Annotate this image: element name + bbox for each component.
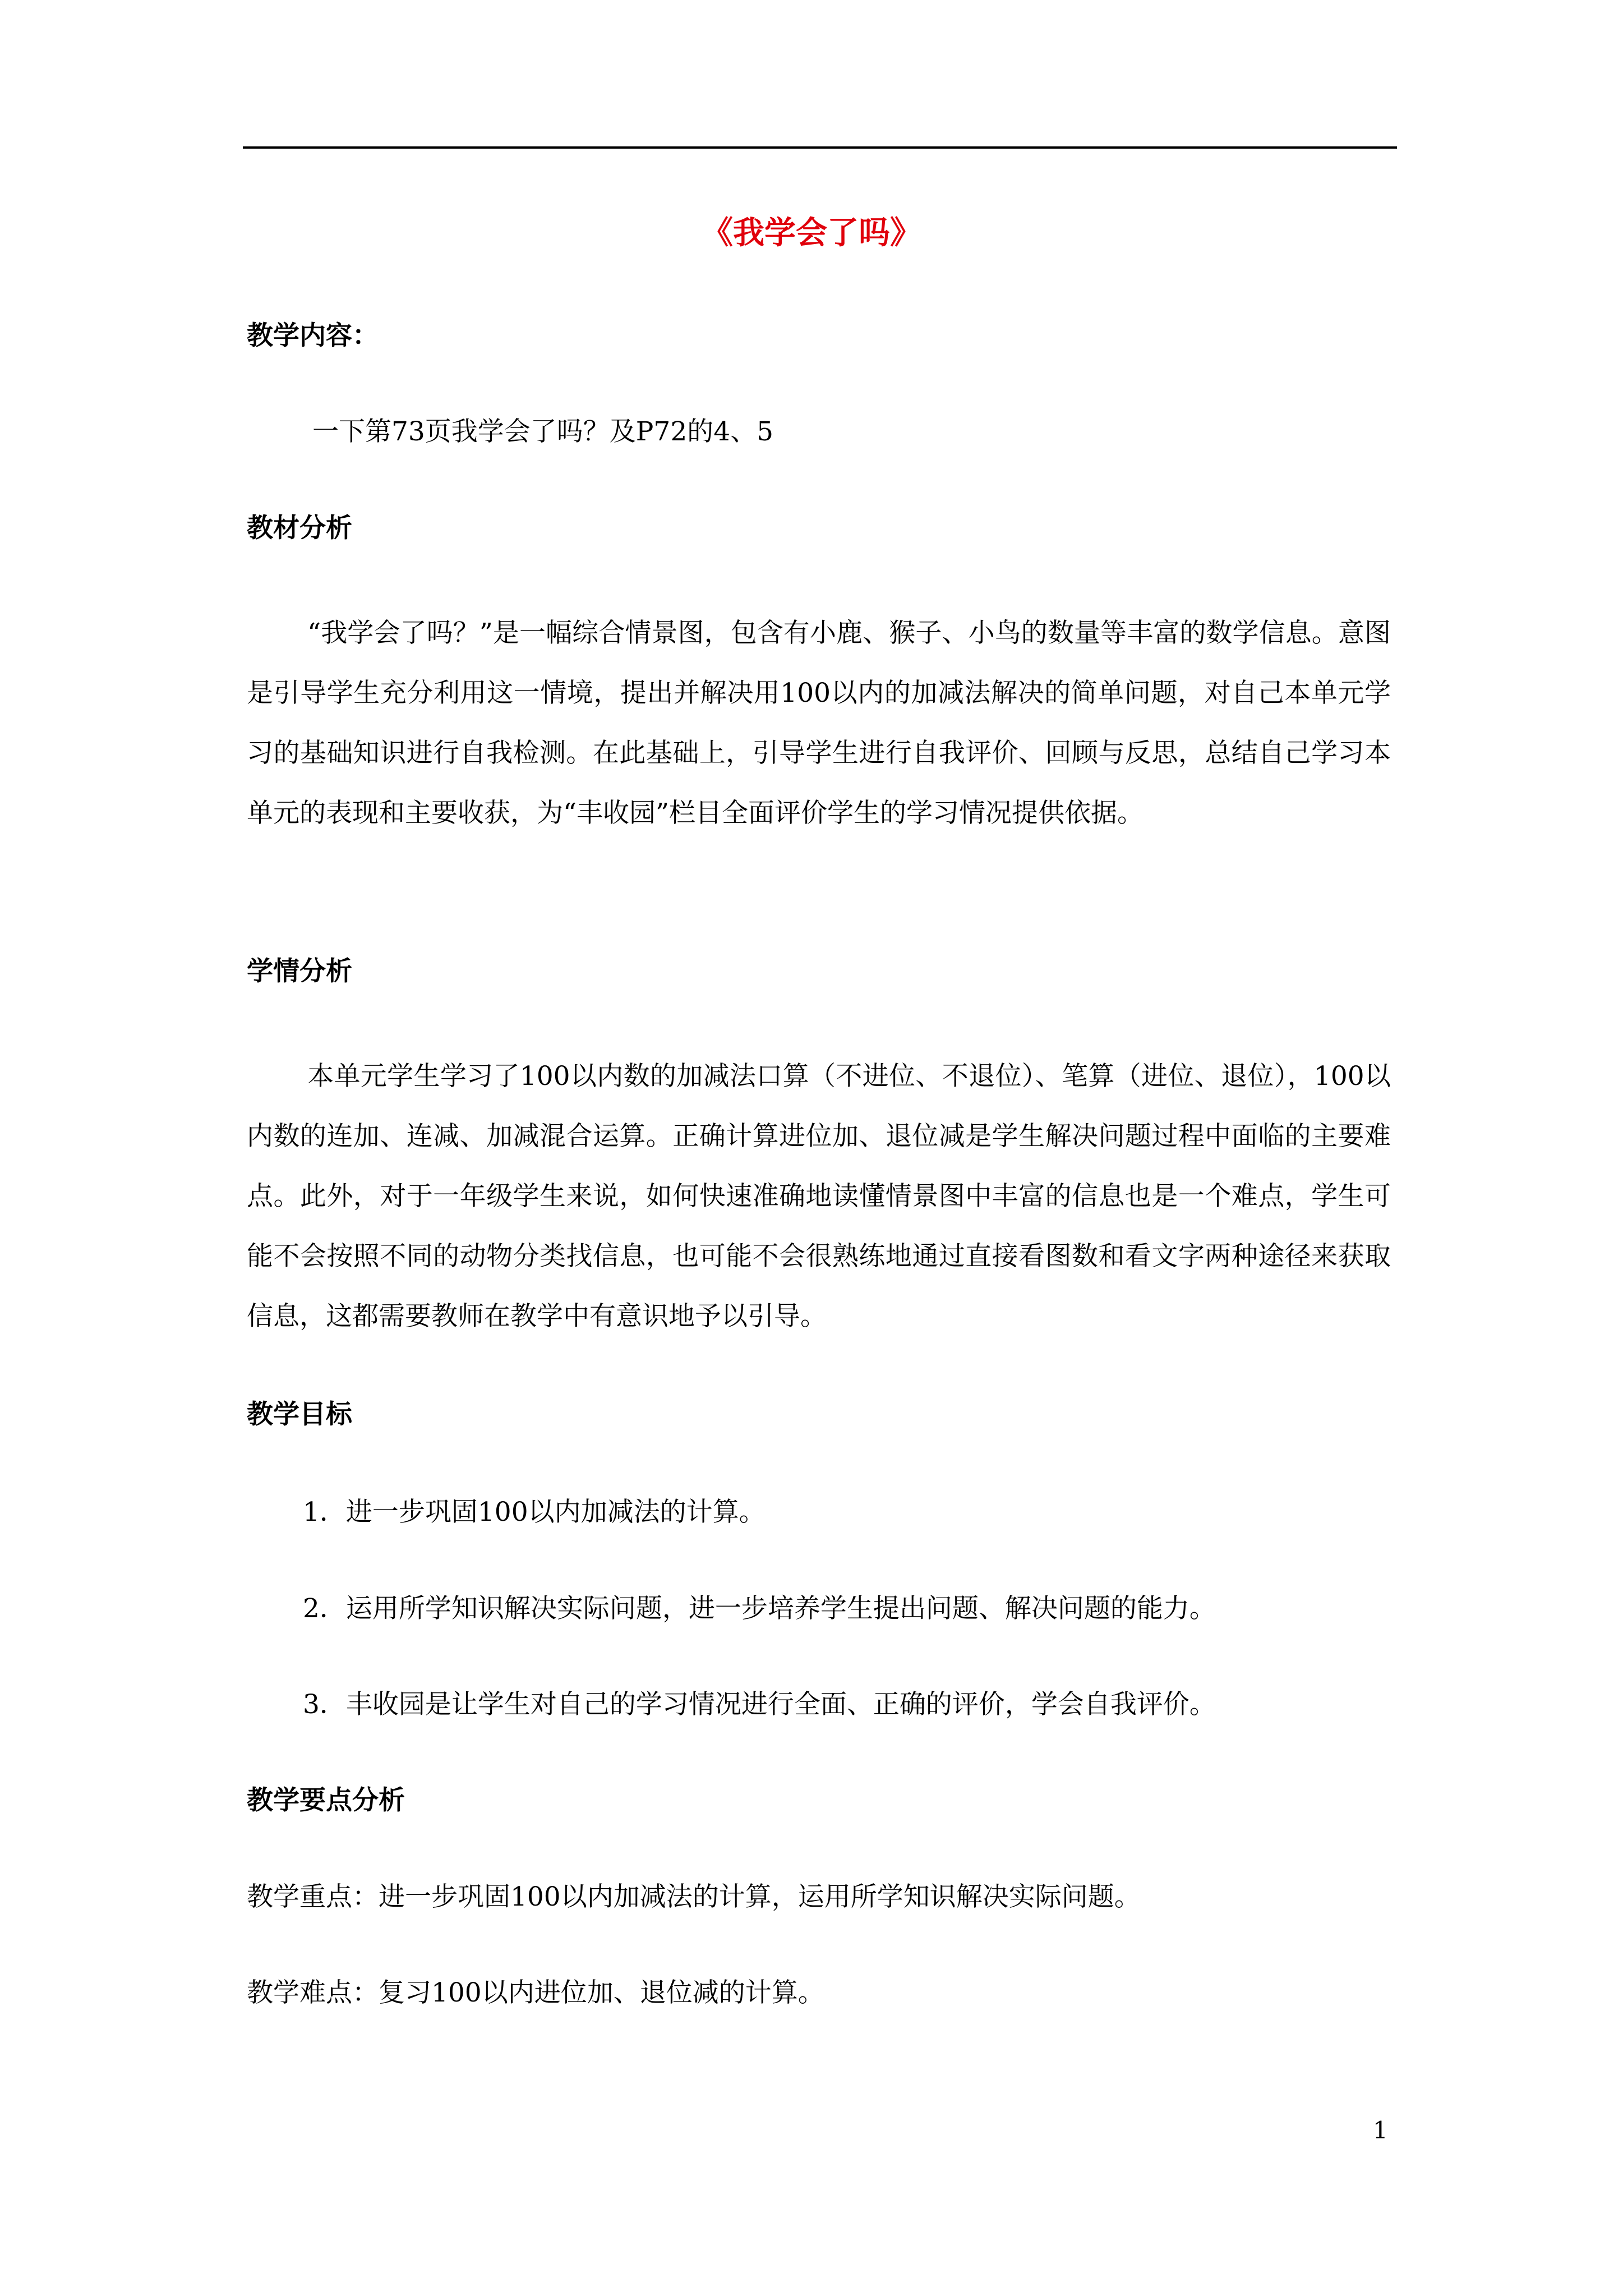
material-analysis-text: “我学会了吗？”是一幅综合情景图，包含有小鹿、猴子、小鸟的数量等丰富的数学信息。意图是引导学生充分利用这一情境，提出并解决用100以内的加减法解决的简单问题，对自己本单元学习的基础知识进行自我检测。在此基础上，引导学生进行自我评价、回顾与反思，总结自己学习本单元的表现和主要收获，为“丰收园”栏目全面评价学生的学习情况提供依据。 — [247, 618, 1391, 829]
heading-key-points: 教学要点分析 — [247, 1785, 405, 1816]
heading-student-analysis: 学情分析 — [247, 956, 352, 987]
key-point-text: 教学重点：进一步巩固100以内加减法的计算，运用所学知识解决实际问题。 — [247, 1881, 1141, 1912]
document-title: 《我学会了吗》 — [702, 214, 921, 251]
teaching-content-text: 一下第73页我学会了吗？及P72的4、5 — [312, 416, 774, 447]
page-number: 1 — [1373, 2116, 1388, 2144]
goal-item: 2．运用所学知识解决实际问题，进一步培养学生提出问题、解决问题的能力。 — [303, 1593, 1216, 1624]
difficulty-text: 教学难点：复习100以内进位加、退位减的计算。 — [247, 1977, 824, 2008]
heading-teaching-content: 教学内容： — [247, 320, 379, 351]
goal-item: 3．丰收园是让学生对自己的学习情况进行全面、正确的评价，学会自我评价。 — [303, 1689, 1216, 1720]
student-analysis-text: 本单元学生学习了100以内数的加减法口算（不进位、不退位）、笔算（进位、退位），100以内数的连加、连减、加减混合运算。正确计算进位加、退位减是学生解决问题过程中面临的主要难点。此外，对于一年级学生来说，如何快速准确地读懂情景图中丰富的信息也是一个难点，学生可能不会按照不同的动物分类找信息，也可能不会很熟练地通过直接看图数和看文字两种途径来获取信息，这都需要教师在教学中有意识地予以引导。 — [247, 1061, 1391, 1332]
heading-teaching-goals: 教学目标 — [247, 1399, 352, 1430]
header-rule — [243, 146, 1397, 149]
goal-item: 1．进一步巩固100以内加减法的计算。 — [303, 1497, 766, 1527]
heading-material-analysis: 教材分析 — [247, 513, 352, 544]
